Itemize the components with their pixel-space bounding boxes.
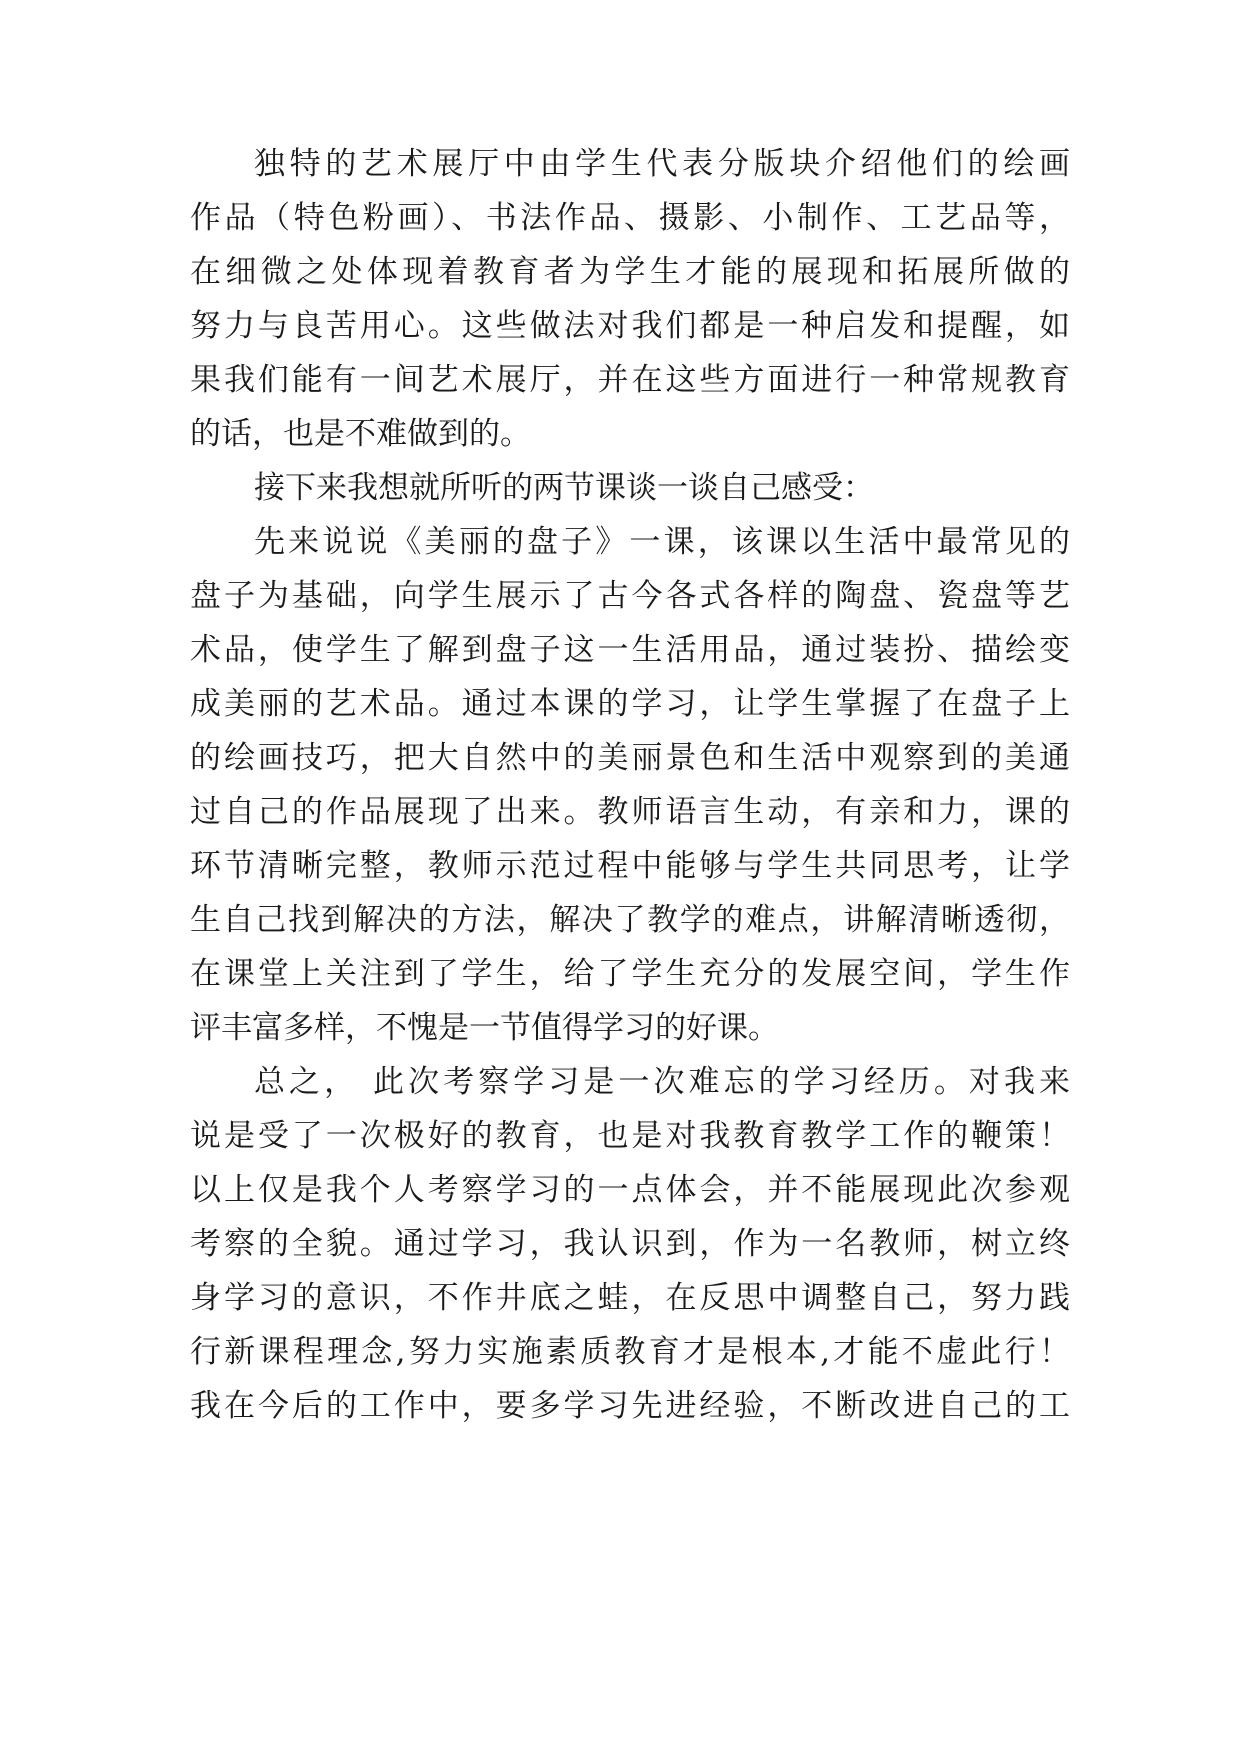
paragraph-line: 盘子为基础，向学生展示了古今各式各样的陶盘、瓷盘等艺 <box>190 578 1070 614</box>
paragraph-line: 先来说说《美丽的盘子》一课，该课以生活中最常见的 <box>254 524 1070 560</box>
paragraph-line: 术品，使学生了解到盘子这一生活用品，通过装扮、描绘变 <box>190 632 1070 668</box>
paragraph-line: 努力与良苦用心。这些做法对我们都是一种启发和提醒，如 <box>190 308 1070 344</box>
paragraph-line: 果我们能有一间艺术展厅，并在这些方面进行一种常规教育 <box>190 362 1070 398</box>
paragraph-line: 行新课程理念,努力实施素质教育才是根本,才能不虚此行！ <box>190 1334 1070 1370</box>
paragraph-line: 总之， 此次考察学习是一次难忘的学习经历。对我来 <box>254 1064 1070 1100</box>
paragraph-line: 独特的艺术展厅中由学生代表分版块介绍他们的绘画 <box>254 146 1070 182</box>
paragraph-line: 的绘画技巧，把大自然中的美丽景色和生活中观察到的美通 <box>190 740 1070 776</box>
paragraph-line: 身学习的意识，不作井底之蛙，在反思中调整自己，努力践 <box>190 1280 1070 1316</box>
paragraph-line: 过自己的作品展现了出来。教师语言生动，有亲和力，课的 <box>190 794 1070 830</box>
paragraph-line: 环节清晰完整，教师示范过程中能够与学生共同思考，让学 <box>190 848 1070 884</box>
paragraph-line: 作品（特色粉画）、书法作品、摄影、小制作、工艺品等， <box>190 200 1070 236</box>
paragraph-line: 以上仅是我个人考察学习的一点体会，并不能展现此次参观 <box>190 1172 1070 1208</box>
paragraph-line: 考察的全貌。通过学习，我认识到，作为一名教师，树立终 <box>190 1226 1070 1262</box>
paragraph-line: 在课堂上关注到了学生，给了学生充分的发展空间，学生作 <box>190 956 1070 992</box>
paragraph-line: 的话，也是不难做到的。 <box>190 416 531 452</box>
paragraph-line: 评丰富多样，不愧是一节值得学习的好课。 <box>190 1010 779 1046</box>
paragraph-line: 生自己找到解决的方法，解决了教学的难点，讲解清晰透彻， <box>190 902 1070 938</box>
paragraph-line: 成美丽的艺术品。通过本课的学习，让学生掌握了在盘子上 <box>190 686 1070 722</box>
paragraph-line: 接下来我想就所听的两节课谈一谈自己感受： <box>254 470 874 506</box>
paragraph-line: 我在今后的工作中，要多学习先进经验，不断改进自己的工 <box>190 1388 1070 1424</box>
paragraph-line: 说是受了一次极好的教育，也是对我教育教学工作的鞭策！ <box>190 1118 1070 1154</box>
paragraph-line: 在细微之处体现着教育者为学生才能的展现和拓展所做的 <box>190 254 1070 290</box>
